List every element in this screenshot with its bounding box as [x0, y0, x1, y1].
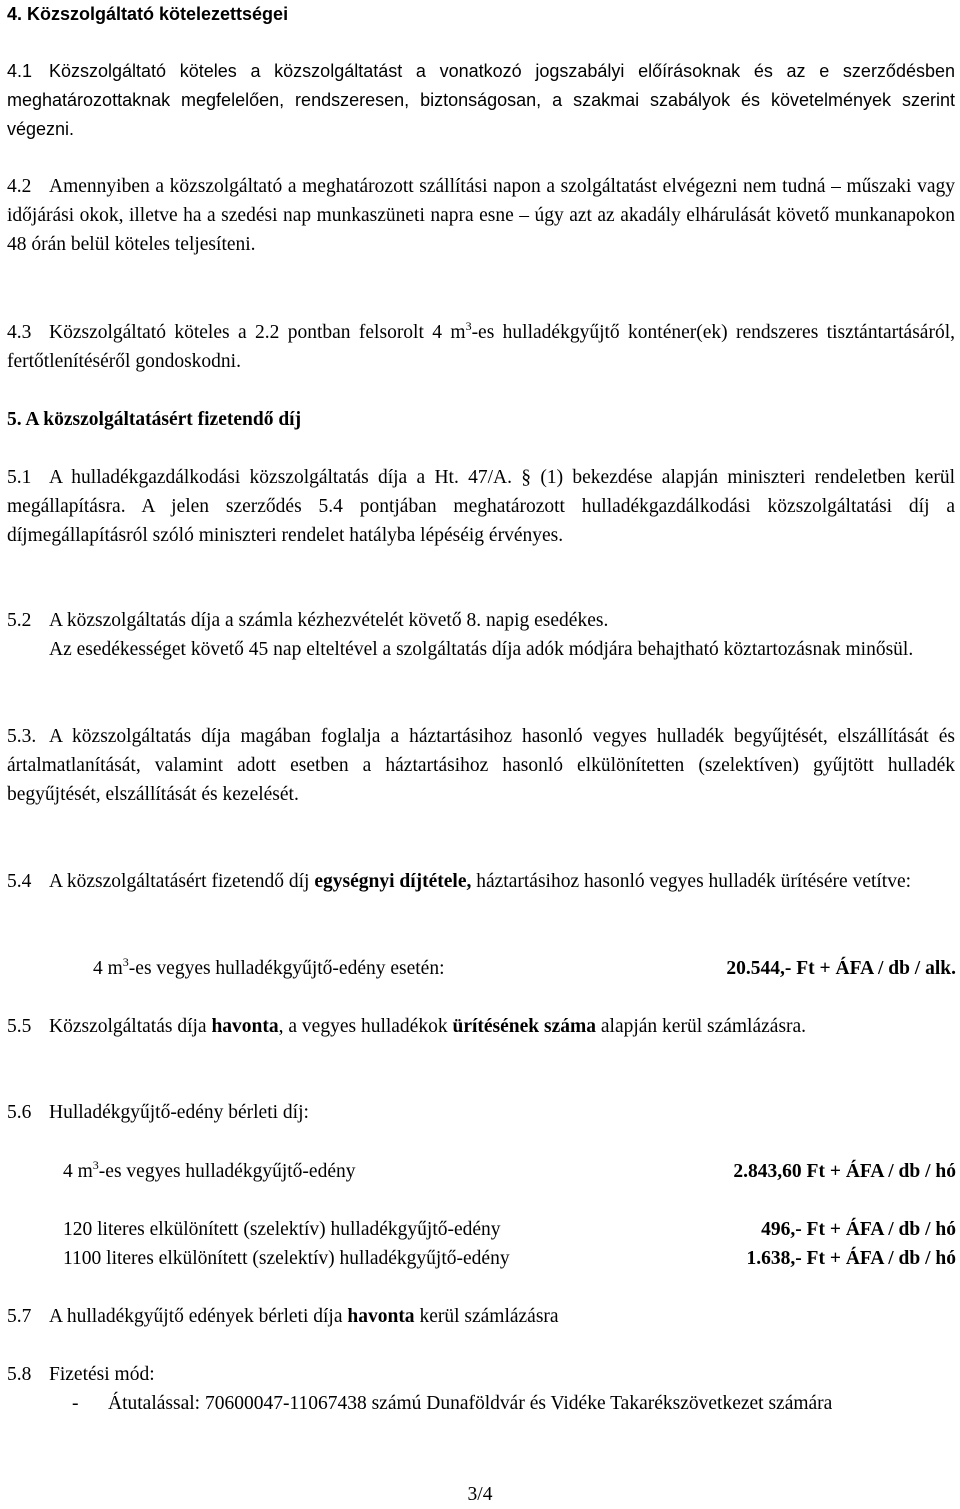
paragraph-text: A közszolgáltatásért fizetendő díj — [49, 871, 315, 892]
paragraph-4-3 — [7, 318, 955, 376]
paragraph-5-6 — [7, 1098, 955, 1127]
paragraph-text: Fizetési mód: — [49, 1364, 155, 1385]
price-item-label — [93, 954, 444, 983]
rental-row-2-label: 120 literes elkülönített (szelektív) hulladékgyűjtő-edény — [63, 1219, 501, 1240]
paragraph-5-2 — [7, 606, 955, 664]
paragraph-text: Közszolgáltató köteles a 2.2 pontban felsorolt 4 m — [49, 322, 466, 343]
paragraph-number: 5.3. — [7, 726, 37, 747]
section-4-heading: 4. Közszolgáltató kötelezettségei — [7, 4, 289, 24]
paragraph-5-5 — [7, 1012, 955, 1041]
paragraph-number: 5.2 — [7, 610, 32, 631]
paragraph-number: 4.2 — [7, 176, 32, 197]
item-text: 4 m — [93, 958, 123, 979]
paragraph-number: 5.5 — [7, 1016, 32, 1037]
paragraph-number: 5.7 — [7, 1306, 32, 1327]
paragraph-4-1 — [7, 57, 955, 144]
rental-row-2-price: 496,- Ft + ÁFA / db / hó — [761, 1219, 956, 1240]
list-dash: - — [72, 1393, 79, 1414]
paragraph-number: 5.1 — [7, 467, 32, 488]
paragraph-text: Hulladékgyűjtő-edény bérleti díj: — [49, 1102, 309, 1123]
paragraph-5-7 — [7, 1302, 955, 1331]
paragraph-text: Közszolgáltató köteles a közszolgáltatást a vonatkozó jogszabályi előírásoknak és az e szerződésben meghatározottaknak megfelelően, rendszeresen, biztonságosan, a szakmai szabályok és követelmények szerint végezni. — [7, 61, 955, 139]
page-number: 3/4 — [467, 1484, 493, 1505]
paragraph-text-cont: -es hulladékgyűjtő konténer(ek) rendszeres tisztántartásáról, fertőtlenítéséről gondoskodni. — [7, 322, 955, 372]
paragraph-text-cont: háztartásihoz hasonló vegyes hulladék ürítésére vetítve: — [471, 871, 912, 892]
rental-row-1-label — [63, 1157, 355, 1186]
item-text-cont: -es vegyes hulladékgyűjtő-edény esetén: — [128, 958, 445, 979]
superscript: 3 — [92, 1158, 99, 1172]
section-5-heading: 5. A közszolgáltatásért fizetendő díj — [7, 409, 302, 430]
item-text: 4 m — [63, 1161, 93, 1182]
paragraph-number: 5.6 — [7, 1102, 32, 1123]
paragraph-text: A közszolgáltatás díja magában foglalja a háztartásihoz hasonló vegyes hulladék begyűjtését, elszállítását és ártalmatlanítását, valamint adott esetben a háztartásihoz hasonló elkülönítetten (szelektíven) gyűjtött hulladék begyűjtését, elszállítását és kezelését. — [7, 726, 955, 805]
rental-row-1-price: 2.843,60 Ft + ÁFA / db / hó — [733, 1161, 956, 1182]
paragraph-text-end: alapján kerül számlázásra. — [596, 1016, 807, 1037]
bold-text: ürítésének száma — [452, 1016, 596, 1037]
paragraph-number: 4.1 — [7, 61, 33, 81]
paragraph-text: A hulladékgazdálkodási közszolgáltatás díja a Ht. 47/A. § (1) bekezdése alapján miniszteri rendeletben kerül megállapításra. A jelen szerződés 5.4 pontjában meghatározott hulladékgazdálkodási közszolgáltatási díj a díjmegállapításról szóló miniszteri rendelet hatályba lépéséig érvényes. — [7, 467, 955, 546]
item-text-cont: -es vegyes hulladékgyűjtő-edény — [98, 1161, 356, 1182]
payment-method-item: Átutalással: 70600047-11067438 számú Dunaföldvár és Vidéke Takarékszövetkezet számára — [108, 1393, 833, 1414]
paragraph-number: 5.4 — [7, 871, 32, 892]
paragraph-text: Közszolgáltatás díja — [49, 1016, 212, 1037]
paragraph-line-2: Az esedékességet követő 45 nap elteltével a szolgáltatás díja adók módjára behajtható köztartozásnak minősül. — [49, 639, 914, 660]
bold-text: egységnyi díjtétele, — [314, 871, 472, 892]
paragraph-number: 5.8 — [7, 1364, 32, 1385]
bold-text: havonta — [347, 1306, 415, 1327]
paragraph-4-2 — [7, 172, 955, 259]
paragraph-number: 4.3 — [7, 322, 32, 343]
paragraph-text: A hulladékgyűjtő edények bérleti díja — [49, 1306, 348, 1327]
paragraph-line-1: A közszolgáltatás díja a számla kézhezvételét követő 8. napig esedékes. — [49, 610, 609, 631]
bold-text: havonta — [211, 1016, 279, 1037]
paragraph-text-cont: , a vegyes hulladékok — [278, 1016, 453, 1037]
rental-row-3-label: 1100 literes elkülönített (szelektív) hulladékgyűjtő-edény — [63, 1248, 510, 1269]
paragraph-5-1 — [7, 463, 955, 550]
paragraph-5-8 — [7, 1360, 955, 1389]
paragraph-text: Amennyiben a közszolgáltató a meghatározott szállítási napon a szolgáltatást elvégezni nem tudná – műszaki vagy időjárási okok, illetve ha a szedési nap munkaszüneti napra esne – úgy azt az akadály elhárulását követő munkanapokon 48 órán belül köteles teljesíteni. — [7, 176, 955, 255]
paragraph-text-cont: kerül számlázásra — [414, 1306, 559, 1327]
superscript: 3 — [122, 955, 129, 969]
rental-row-3-price: 1.638,- Ft + ÁFA / db / hó — [746, 1248, 956, 1269]
price-value: 20.544,- Ft + ÁFA / db / alk. — [726, 958, 956, 979]
paragraph-5-4 — [7, 867, 955, 896]
superscript: 3 — [465, 319, 472, 333]
paragraph-5-3 — [7, 722, 955, 809]
